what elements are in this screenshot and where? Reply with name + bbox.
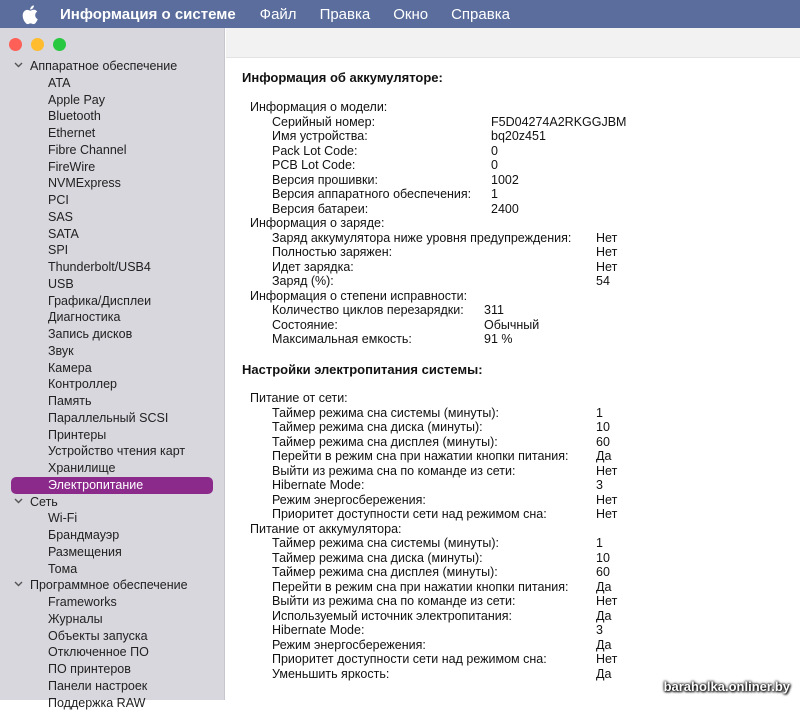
power-section-title: Настройки электропитания системы: — [242, 362, 483, 377]
sidebar-item[interactable] — [0, 360, 225, 377]
sidebar-item[interactable] — [0, 175, 225, 192]
menu-help[interactable]: Справка — [451, 6, 510, 23]
sidebar-item-label: ATA — [48, 76, 70, 90]
battery-row-label: Pack Lot Code: — [272, 144, 357, 159]
sidebar-item[interactable] — [0, 226, 225, 243]
battery-row-label: Версия прошивки: — [272, 173, 378, 188]
sidebar-item[interactable] — [0, 544, 225, 561]
sidebar-item[interactable] — [0, 142, 225, 159]
sidebar-item-label: Bluetooth — [48, 109, 101, 123]
sidebar-item-label: Сеть — [30, 495, 58, 509]
battery-row-label: Заряд аккумулятора ниже уровня предупреждения: — [272, 231, 571, 246]
sidebar-item[interactable] — [0, 75, 225, 92]
power-row-value: Нет — [596, 507, 617, 522]
power-row-value: 3 — [596, 478, 603, 493]
sidebar-item-label: Поддержка RAW — [48, 696, 145, 710]
menu-app-name[interactable]: Информация о системе — [60, 6, 236, 23]
sidebar-item[interactable] — [0, 443, 225, 460]
power-row-value: Нет — [596, 652, 617, 667]
sidebar-item[interactable] — [0, 611, 225, 628]
sidebar-item-label: Память — [48, 394, 92, 408]
sidebar-item-label: NVMExpress — [48, 176, 121, 190]
chevron-down-icon[interactable] — [14, 494, 23, 511]
battery-row-value: 1002 — [491, 173, 519, 188]
sidebar-item-label: Ethernet — [48, 126, 95, 140]
detail-pane — [226, 28, 800, 700]
sidebar-tree — [0, 58, 225, 711]
battery-row-value: 2400 — [491, 202, 519, 217]
power-row-value: 1 — [596, 536, 603, 551]
sidebar-item-label: Объекты запуска — [48, 629, 148, 643]
sidebar-item-label: Звук — [48, 344, 74, 358]
battery-row-label: Информация о модели: — [250, 100, 387, 115]
sidebar-item-label: Аппаратное обеспечение — [30, 59, 177, 73]
battery-row-value: Обычный — [484, 318, 539, 333]
minimize-button[interactable] — [31, 38, 44, 51]
power-row-label: Таймер режима сна дисплея (минуты): — [272, 435, 498, 450]
power-row-label: Таймер режима сна системы (минуты): — [272, 536, 499, 551]
sidebar-item-label: Контроллер — [48, 377, 117, 391]
sidebar-item-label: Wi-Fi — [48, 511, 77, 525]
power-row-value: 10 — [596, 551, 610, 566]
sidebar-item[interactable] — [0, 628, 225, 645]
sidebar-item-label: Размещения — [48, 545, 122, 559]
battery-row-value: 311 — [484, 303, 504, 318]
power-row-label: Режим энергосбережения: — [272, 638, 426, 653]
power-row-label: Режим энергосбережения: — [272, 493, 426, 508]
sidebar-item-label: Журналы — [48, 612, 103, 626]
sidebar-category[interactable] — [0, 58, 225, 75]
sidebar-item-label: Диагностика — [48, 310, 120, 324]
battery-row-value: F5D04274A2RKGGJBM — [491, 115, 626, 130]
power-row-label: Используемый источник электропитания: — [272, 609, 512, 624]
close-button[interactable] — [9, 38, 22, 51]
sidebar-item[interactable] — [0, 125, 225, 142]
sidebar-item[interactable] — [0, 427, 225, 444]
menu-file[interactable]: Файл — [260, 6, 297, 23]
power-row-value: 1 — [596, 406, 603, 421]
zoom-button[interactable] — [53, 38, 66, 51]
battery-row-value: Нет — [596, 245, 617, 260]
power-row-value: 60 — [596, 435, 610, 450]
power-row-label: Приоритет доступности сети над режимом сна: — [272, 652, 547, 667]
sidebar-item-label: PCI — [48, 193, 69, 207]
power-row-label: Таймер режима сна системы (минуты): — [272, 406, 499, 421]
sidebar-item-label: Отключенное ПО — [48, 645, 149, 659]
power-row-label: Выйти из режима сна по команде из сети: — [272, 464, 515, 479]
sidebar-item[interactable] — [0, 293, 225, 310]
sidebar-item[interactable] — [0, 309, 225, 326]
sidebar-item[interactable] — [0, 561, 225, 578]
battery-row-label: Серийный номер: — [272, 115, 375, 130]
apple-logo-icon[interactable] — [0, 5, 60, 24]
battery-row-label: Максимальная емкость: — [272, 332, 412, 347]
battery-row-value: Нет — [596, 260, 617, 275]
power-row-value: Да — [596, 609, 611, 624]
chevron-down-icon[interactable] — [14, 577, 23, 594]
sidebar-item[interactable] — [0, 276, 225, 293]
sidebar-item[interactable] — [0, 209, 225, 226]
sidebar-item-label: Frameworks — [48, 595, 117, 609]
power-row-value: 10 — [596, 420, 610, 435]
battery-row-label: PCB Lot Code: — [272, 158, 355, 173]
sidebar-item[interactable] — [0, 678, 225, 695]
sidebar-item-label: Программное обеспечение — [30, 578, 188, 592]
sidebar-item-label: Хранилище — [48, 461, 116, 475]
sidebar-item-label: SAS — [48, 210, 73, 224]
sidebar-category[interactable] — [0, 494, 225, 511]
power-row-value: Нет — [596, 464, 617, 479]
detail-header-bar — [226, 28, 800, 58]
sidebar-item[interactable] — [0, 527, 225, 544]
battery-row-value: Нет — [596, 231, 617, 246]
sidebar-item-label: Fibre Channel — [48, 143, 127, 157]
battery-row-label: Идет зарядка: — [272, 260, 354, 275]
sidebar-item[interactable] — [0, 376, 225, 393]
menu-edit[interactable]: Правка — [320, 6, 371, 23]
menu-bar — [0, 0, 800, 28]
power-row-value: 3 — [596, 623, 603, 638]
sidebar-item[interactable] — [0, 192, 225, 209]
sidebar-item[interactable] — [0, 510, 225, 527]
power-row-label: Hibernate Mode: — [272, 478, 364, 493]
sidebar-item-label: Thunderbolt/USB4 — [48, 260, 151, 274]
sidebar-item[interactable] — [0, 343, 225, 360]
battery-row-label: Версия аппаратного обеспечения: — [272, 187, 471, 202]
sidebar-item-label: SATA — [48, 227, 79, 241]
power-row-label: Таймер режима сна дисплея (минуты): — [272, 565, 498, 580]
power-row-value: Да — [596, 580, 611, 595]
sidebar-item-label: Устройство чтения карт — [48, 444, 185, 458]
battery-row-value: 0 — [491, 158, 498, 173]
power-row-label: Питание от сети: — [250, 391, 348, 406]
sidebar-item-label: Apple Pay — [48, 93, 105, 107]
sidebar-item-label: Принтеры — [48, 428, 106, 442]
power-row-label: Перейти в режим сна при нажатии кнопки питания: — [272, 449, 569, 464]
sidebar-item-label: ПО принтеров — [48, 662, 131, 676]
sidebar-item[interactable] — [0, 159, 225, 176]
battery-row-label: Информация о заряде: — [250, 216, 384, 231]
power-row-label: Выйти из режима сна по команде из сети: — [272, 594, 515, 609]
sidebar-item[interactable] — [0, 393, 225, 410]
sidebar-item-label: Параллельный SCSI — [48, 411, 168, 425]
battery-row-value: 0 — [491, 144, 498, 159]
sidebar-item[interactable] — [0, 460, 225, 477]
power-row-value: Нет — [596, 594, 617, 609]
battery-row-value: 91 % — [484, 332, 513, 347]
battery-row-label: Количество циклов перезарядки: — [272, 303, 464, 318]
sidebar-item[interactable] — [0, 326, 225, 343]
battery-row-label: Версия батареи: — [272, 202, 368, 217]
battery-row-label: Информация о степени исправности: — [250, 289, 467, 304]
power-row-label: Приоритет доступности сети над режимом сна: — [272, 507, 547, 522]
sidebar-item-label: Панели настроек — [48, 679, 147, 693]
power-row-value: Да — [596, 667, 611, 682]
battery-row-label: Заряд (%): — [272, 274, 334, 289]
sidebar-item[interactable] — [0, 410, 225, 427]
battery-section-title: Информация об аккумуляторе: — [242, 70, 443, 85]
battery-row-value: 1 — [491, 187, 498, 202]
power-row-value: Нет — [596, 493, 617, 508]
sidebar-item[interactable] — [0, 644, 225, 661]
sidebar-item-label: Запись дисков — [48, 327, 132, 341]
battery-row-label: Состояние: — [272, 318, 338, 333]
sidebar-item[interactable] — [0, 242, 225, 259]
sidebar-item-label: FireWire — [48, 160, 95, 174]
window-controls — [9, 38, 66, 51]
battery-row-label: Полностью заряжен: — [272, 245, 392, 260]
sidebar-item[interactable] — [0, 108, 225, 125]
sidebar-item[interactable] — [0, 92, 225, 109]
chevron-down-icon[interactable] — [14, 58, 23, 75]
sidebar-item[interactable] — [0, 259, 225, 276]
power-row-label: Уменьшить яркость: — [272, 667, 389, 682]
sidebar-item[interactable] — [11, 477, 213, 494]
menu-window[interactable]: Окно — [393, 6, 428, 23]
sidebar-item-label: Камера — [48, 361, 92, 375]
battery-row-value: 54 — [596, 274, 610, 289]
power-row-value: Да — [596, 449, 611, 464]
sidebar-item[interactable] — [0, 695, 225, 711]
power-row-label: Таймер режима сна диска (минуты): — [272, 551, 483, 566]
power-row-label: Hibernate Mode: — [272, 623, 364, 638]
sidebar-item-label: Электропитание — [48, 478, 143, 492]
power-row-value: Да — [596, 638, 611, 653]
sidebar-item[interactable] — [0, 661, 225, 678]
power-row-label: Питание от аккумулятора: — [250, 522, 402, 537]
power-row-label: Перейти в режим сна при нажатии кнопки питания: — [272, 580, 569, 595]
sidebar-item-label: Брандмауэр — [48, 528, 119, 542]
power-row-value: 60 — [596, 565, 610, 580]
battery-row-value: bq20z451 — [491, 129, 546, 144]
power-row-label: Таймер режима сна диска (минуты): — [272, 420, 483, 435]
watermark: baraholka.onliner.by — [664, 679, 790, 694]
sidebar-item-label: SPI — [48, 243, 68, 257]
sidebar-item-label: USB — [48, 277, 74, 291]
sidebar-item[interactable] — [0, 594, 225, 611]
battery-row-label: Имя устройства: — [272, 129, 368, 144]
sidebar-item-label: Графика/Дисплеи — [48, 294, 151, 308]
sidebar-item-label: Тома — [48, 562, 77, 576]
sidebar — [0, 28, 225, 700]
sidebar-category[interactable] — [0, 577, 225, 594]
